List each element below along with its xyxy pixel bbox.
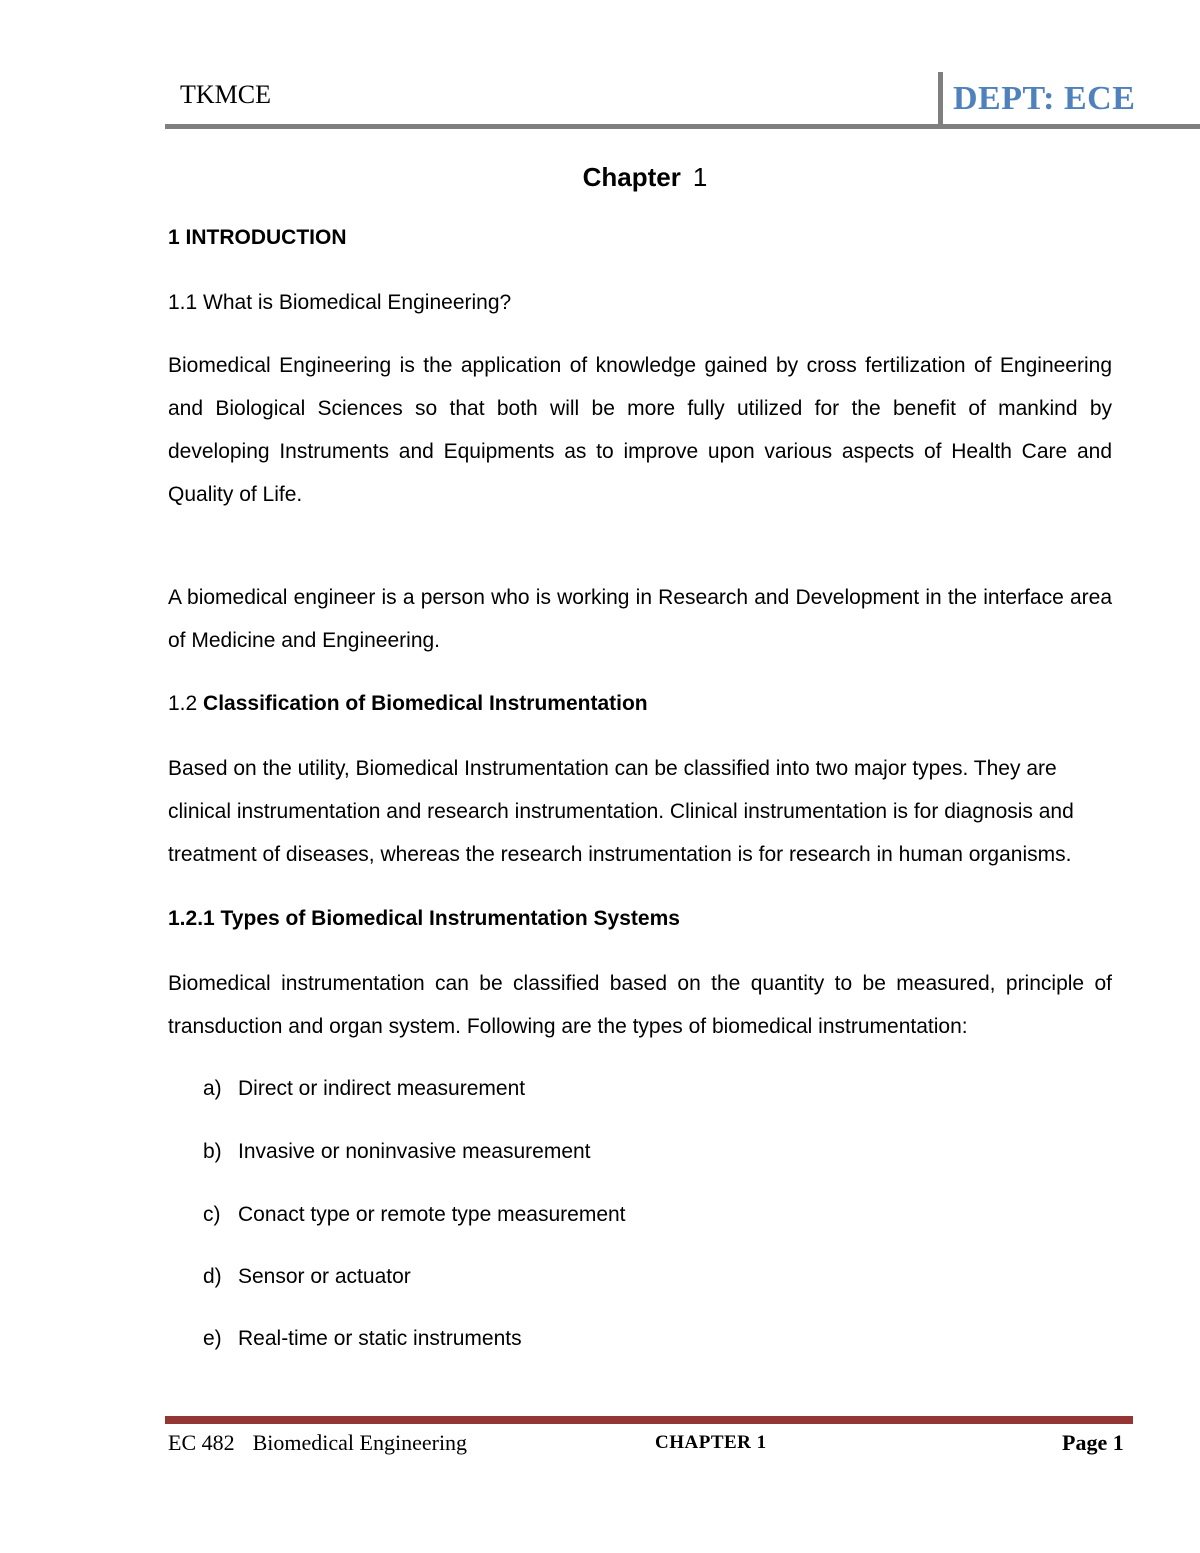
list-item (203, 1140, 591, 1164)
list-text: Conact type or remote type measurement (238, 1203, 626, 1226)
list-item (203, 1203, 626, 1227)
list-marker: a) (203, 1077, 222, 1100)
footer-course (168, 1430, 467, 1456)
section-1-2-title: Classification of Biomedical Instrumentation (203, 692, 648, 715)
list-item (203, 1265, 411, 1289)
section-1-2-paragraph: Based on the utility, Biomedical Instrumentation can be classified into two major types. They are clinical instrumentation and research instrumentation. Clinical instrumentation is for diagnosis and treatment of diseases, whereas the research instrumentation is for research in human organisms. (168, 757, 1074, 866)
list-text: Sensor or actuator (238, 1265, 411, 1288)
list-text: Direct or indirect measurement (238, 1077, 526, 1100)
section-1-1-heading: 1.1 What is Biomedical Engineering? (168, 291, 512, 314)
chapter-title (0, 162, 1200, 193)
list-item (203, 1077, 525, 1101)
list-text: Invasive or noninvasive measurement (238, 1140, 591, 1163)
intro-heading: 1 INTRODUCTION (168, 226, 347, 249)
chapter-number: 1 (692, 162, 708, 192)
list-text: Real-time or static instruments (238, 1327, 522, 1350)
list-item (203, 1327, 522, 1351)
list-marker: e) (203, 1327, 222, 1350)
footer-course-name: Biomedical Engineering (252, 1430, 468, 1455)
footer-chapter: CHAPTER 1 (655, 1432, 767, 1453)
footer-rule (165, 1416, 1133, 1424)
chapter-label: Chapter (582, 162, 681, 192)
list-marker: c) (203, 1203, 221, 1226)
list-marker: b) (203, 1140, 222, 1163)
header-vertical-divider (938, 72, 943, 128)
section-1-2-heading (168, 692, 648, 716)
header-rule (165, 124, 1200, 129)
header-department: DEPT: ECE (953, 80, 1136, 117)
section-1-2-1-paragraph: Biomedical instrumentation can be classified based on the quantity to be measured, principle of transduction and organ system. Following are the types of biomedical instrumentation: (168, 972, 1112, 1038)
list-marker: d) (203, 1265, 222, 1288)
section-1-1-paragraph-1: Biomedical Engineering is the application of knowledge gained by cross fertilization of Engineering and Biological Sciences so that both will be more fully utilized for the benefit of mankind by developing Instruments and Equipments as to improve upon various aspects of Health Care and Quality of Life. (168, 354, 1112, 506)
section-1-1-paragraph-2: A biomedical engineer is a person who is working in Research and Development in the interface area of Medicine and Engineering. (168, 586, 1112, 652)
section-1-2-1-heading: 1.2.1 Types of Biomedical Instrumentation Systems (168, 907, 680, 930)
header-institution: TKMCE (180, 80, 271, 109)
footer-course-code: EC 482 (168, 1430, 235, 1455)
footer-page-number: Page 1 (1062, 1430, 1124, 1455)
section-1-2-number: 1.2 (168, 692, 198, 715)
